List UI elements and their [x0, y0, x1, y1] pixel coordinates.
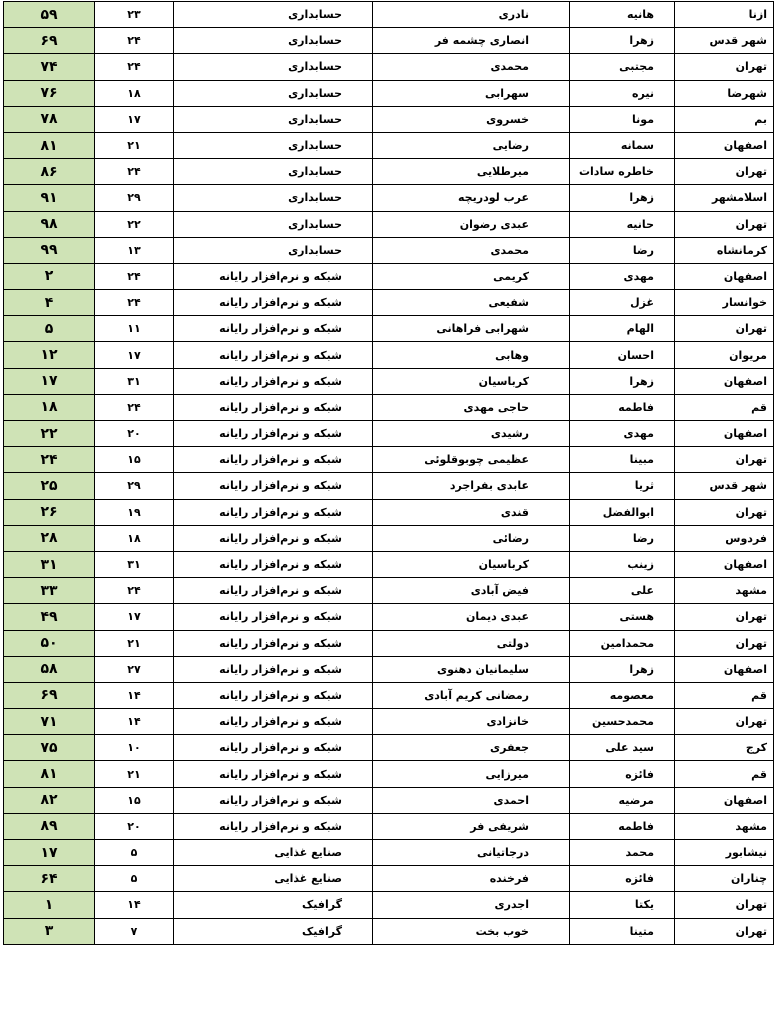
results-table-container — [3, 1, 767, 945]
rank-cell: ۱۲ — [4, 342, 95, 368]
rank-cell: ۲ — [4, 263, 95, 289]
age-cell: ۱۴ — [95, 682, 174, 708]
last-name-cell: وهابی — [373, 342, 570, 368]
field-cell: شبکه و نرم‌افزار رایانه — [174, 394, 373, 420]
last-name-cell: فرخنده — [373, 866, 570, 892]
city-cell: تهران — [675, 159, 774, 185]
age-cell: ۲۹ — [95, 185, 174, 211]
rank-cell: ۷۸ — [4, 106, 95, 132]
first-name-cell: زهرا — [570, 185, 675, 211]
rank-cell: ۹۱ — [4, 185, 95, 211]
last-name-cell: اجدری — [373, 892, 570, 918]
last-name-cell: خوب بخت — [373, 918, 570, 944]
rank-cell: ۴۹ — [4, 604, 95, 630]
table-row — [4, 2, 774, 28]
city-cell: اصفهان — [675, 787, 774, 813]
age-cell: ۱۷ — [95, 106, 174, 132]
field-cell: شبکه و نرم‌افزار رایانه — [174, 499, 373, 525]
field-cell: شبکه و نرم‌افزار رایانه — [174, 551, 373, 577]
first-name-cell: ابوالفضل — [570, 499, 675, 525]
field-cell: حسابداری — [174, 28, 373, 54]
city-cell: شهرضا — [675, 80, 774, 106]
age-cell: ۱۹ — [95, 499, 174, 525]
first-name-cell: متینا — [570, 918, 675, 944]
last-name-cell: انصاری چشمه فر — [373, 28, 570, 54]
first-name-cell: یکتا — [570, 892, 675, 918]
age-cell: ۳۱ — [95, 551, 174, 577]
field-cell: حسابداری — [174, 185, 373, 211]
first-name-cell: احسان — [570, 342, 675, 368]
last-name-cell: رضایی — [373, 132, 570, 158]
age-cell: ۲۴ — [95, 290, 174, 316]
first-name-cell: غزل — [570, 290, 675, 316]
city-cell: اصفهان — [675, 263, 774, 289]
last-name-cell: عرب لودریچه — [373, 185, 570, 211]
first-name-cell: محمدامین — [570, 630, 675, 656]
first-name-cell: زهرا — [570, 656, 675, 682]
city-cell: مشهد — [675, 578, 774, 604]
last-name-cell: احمدی — [373, 787, 570, 813]
last-name-cell: شهرابی فراهانی — [373, 316, 570, 342]
rank-cell: ۲۲ — [4, 421, 95, 447]
age-cell: ۱۷ — [95, 342, 174, 368]
rank-cell: ۳۳ — [4, 578, 95, 604]
age-cell: ۷ — [95, 918, 174, 944]
city-cell: اصفهان — [675, 551, 774, 577]
table-row — [4, 551, 774, 577]
age-cell: ۵ — [95, 866, 174, 892]
last-name-cell: سلیمانیان دهنوی — [373, 656, 570, 682]
city-cell: کرمانشاه — [675, 237, 774, 263]
age-cell: ۱۰ — [95, 735, 174, 761]
city-cell: اسلامشهر — [675, 185, 774, 211]
rank-cell: ۲۵ — [4, 473, 95, 499]
city-cell: نیشابور — [675, 840, 774, 866]
city-cell: تهران — [675, 630, 774, 656]
age-cell: ۲۱ — [95, 630, 174, 656]
first-name-cell: رضا — [570, 237, 675, 263]
field-cell: حسابداری — [174, 54, 373, 80]
rank-cell: ۲۴ — [4, 447, 95, 473]
field-cell: شبکه و نرم‌افزار رایانه — [174, 525, 373, 551]
first-name-cell: هانیه — [570, 2, 675, 28]
field-cell: شبکه و نرم‌افزار رایانه — [174, 421, 373, 447]
age-cell: ۲۰ — [95, 421, 174, 447]
first-name-cell: مجتبی — [570, 54, 675, 80]
field-cell: حسابداری — [174, 2, 373, 28]
field-cell: شبکه و نرم‌افزار رایانه — [174, 682, 373, 708]
last-name-cell: کرباسیان — [373, 551, 570, 577]
city-cell: اصفهان — [675, 368, 774, 394]
table-row — [4, 394, 774, 420]
field-cell: شبکه و نرم‌افزار رایانه — [174, 368, 373, 394]
first-name-cell: مرضیه — [570, 787, 675, 813]
first-name-cell: نیره — [570, 80, 675, 106]
first-name-cell: رضا — [570, 525, 675, 551]
field-cell: شبکه و نرم‌افزار رایانه — [174, 735, 373, 761]
city-cell: اصفهان — [675, 132, 774, 158]
rank-cell: ۳ — [4, 918, 95, 944]
table-row — [4, 735, 774, 761]
rank-cell: ۳۱ — [4, 551, 95, 577]
last-name-cell: محمدی — [373, 54, 570, 80]
first-name-cell: مهدی — [570, 263, 675, 289]
age-cell: ۱۴ — [95, 892, 174, 918]
city-cell: تهران — [675, 54, 774, 80]
rank-cell: ۹۸ — [4, 211, 95, 237]
rank-cell: ۵ — [4, 316, 95, 342]
field-cell: شبکه و نرم‌افزار رایانه — [174, 263, 373, 289]
table-row — [4, 237, 774, 263]
field-cell: گرافیک — [174, 892, 373, 918]
last-name-cell: حاجی مهدی — [373, 394, 570, 420]
first-name-cell: فاطمه — [570, 813, 675, 839]
city-cell: خوانسار — [675, 290, 774, 316]
table-row — [4, 604, 774, 630]
table-row — [4, 211, 774, 237]
rank-cell: ۸۹ — [4, 813, 95, 839]
last-name-cell: دولتی — [373, 630, 570, 656]
table-row — [4, 185, 774, 211]
first-name-cell: خاطره سادات — [570, 159, 675, 185]
age-cell: ۲۱ — [95, 132, 174, 158]
age-cell: ۲۷ — [95, 656, 174, 682]
age-cell: ۱۵ — [95, 787, 174, 813]
last-name-cell: نادری — [373, 2, 570, 28]
last-name-cell: عبدی رضوان — [373, 211, 570, 237]
table-row — [4, 54, 774, 80]
field-cell: حسابداری — [174, 211, 373, 237]
last-name-cell: رضائی — [373, 525, 570, 551]
age-cell: ۱۸ — [95, 80, 174, 106]
table-row — [4, 342, 774, 368]
rank-cell: ۱۸ — [4, 394, 95, 420]
city-cell: چناران — [675, 866, 774, 892]
rank-cell: ۸۶ — [4, 159, 95, 185]
table-row — [4, 368, 774, 394]
first-name-cell: فائزه — [570, 761, 675, 787]
rank-cell: ۱ — [4, 892, 95, 918]
first-name-cell: زهرا — [570, 368, 675, 394]
age-cell: ۲۴ — [95, 263, 174, 289]
table-row — [4, 761, 774, 787]
last-name-cell: رمضانی کریم آبادی — [373, 682, 570, 708]
field-cell: حسابداری — [174, 80, 373, 106]
table-row — [4, 866, 774, 892]
first-name-cell: ثریا — [570, 473, 675, 499]
field-cell: حسابداری — [174, 237, 373, 263]
age-cell: ۲۴ — [95, 394, 174, 420]
table-row — [4, 709, 774, 735]
table-row — [4, 499, 774, 525]
city-cell: شهر قدس — [675, 473, 774, 499]
rank-cell: ۸۲ — [4, 787, 95, 813]
field-cell: شبکه و نرم‌افزار رایانه — [174, 761, 373, 787]
last-name-cell: جعفری — [373, 735, 570, 761]
first-name-cell: فائزه — [570, 866, 675, 892]
rank-cell: ۶۹ — [4, 682, 95, 708]
first-name-cell: مبینا — [570, 447, 675, 473]
field-cell: شبکه و نرم‌افزار رایانه — [174, 342, 373, 368]
field-cell: شبکه و نرم‌افزار رایانه — [174, 656, 373, 682]
last-name-cell: شفیعی — [373, 290, 570, 316]
age-cell: ۲۳ — [95, 2, 174, 28]
first-name-cell: سید علی — [570, 735, 675, 761]
age-cell: ۲۹ — [95, 473, 174, 499]
rank-cell: ۱۷ — [4, 368, 95, 394]
table-row — [4, 159, 774, 185]
table-row — [4, 578, 774, 604]
city-cell: قم — [675, 682, 774, 708]
field-cell: شبکه و نرم‌افزار رایانه — [174, 578, 373, 604]
rank-cell: ۷۶ — [4, 80, 95, 106]
age-cell: ۲۲ — [95, 211, 174, 237]
rank-cell: ۵۹ — [4, 2, 95, 28]
rank-cell: ۷۱ — [4, 709, 95, 735]
city-cell: تهران — [675, 447, 774, 473]
table-row — [4, 106, 774, 132]
city-cell: قم — [675, 394, 774, 420]
first-name-cell: زینب — [570, 551, 675, 577]
city-cell: تهران — [675, 709, 774, 735]
city-cell: تهران — [675, 211, 774, 237]
results-table — [3, 1, 774, 945]
rank-cell: ۵۸ — [4, 656, 95, 682]
last-name-cell: قندی — [373, 499, 570, 525]
age-cell: ۳۱ — [95, 368, 174, 394]
age-cell: ۲۴ — [95, 54, 174, 80]
field-cell: صنایع غذایی — [174, 840, 373, 866]
field-cell: شبکه و نرم‌افزار رایانه — [174, 604, 373, 630]
city-cell: بم — [675, 106, 774, 132]
results-table-body — [4, 2, 774, 945]
last-name-cell: کریمی — [373, 263, 570, 289]
last-name-cell: کرباسیان — [373, 368, 570, 394]
field-cell: شبکه و نرم‌افزار رایانه — [174, 630, 373, 656]
first-name-cell: محمد — [570, 840, 675, 866]
last-name-cell: خانزادی — [373, 709, 570, 735]
city-cell: اصفهان — [675, 656, 774, 682]
city-cell: ازنا — [675, 2, 774, 28]
first-name-cell: فاطمه — [570, 394, 675, 420]
first-name-cell: الهام — [570, 316, 675, 342]
city-cell: قم — [675, 761, 774, 787]
age-cell: ۱۷ — [95, 604, 174, 630]
last-name-cell: محمدی — [373, 237, 570, 263]
rank-cell: ۱۷ — [4, 840, 95, 866]
table-row — [4, 80, 774, 106]
rank-cell: ۷۴ — [4, 54, 95, 80]
age-cell: ۲۴ — [95, 578, 174, 604]
city-cell: تهران — [675, 316, 774, 342]
first-name-cell: علی — [570, 578, 675, 604]
rank-cell: ۶۴ — [4, 866, 95, 892]
last-name-cell: سهرابی — [373, 80, 570, 106]
table-row — [4, 263, 774, 289]
last-name-cell: عظیمی چوبوقلوئی — [373, 447, 570, 473]
rank-cell: ۲۶ — [4, 499, 95, 525]
table-row — [4, 316, 774, 342]
field-cell: شبکه و نرم‌افزار رایانه — [174, 787, 373, 813]
first-name-cell: مهدی — [570, 421, 675, 447]
field-cell: حسابداری — [174, 159, 373, 185]
city-cell: فردوس — [675, 525, 774, 551]
table-row — [4, 290, 774, 316]
city-cell: شهر قدس — [675, 28, 774, 54]
field-cell: صنایع غذایی — [174, 866, 373, 892]
age-cell: ۲۴ — [95, 28, 174, 54]
table-row — [4, 630, 774, 656]
last-name-cell: میرطلایی — [373, 159, 570, 185]
table-row — [4, 787, 774, 813]
age-cell: ۲۰ — [95, 813, 174, 839]
last-name-cell: عابدی بفراجرد — [373, 473, 570, 499]
rank-cell: ۸۱ — [4, 132, 95, 158]
last-name-cell: خسروی — [373, 106, 570, 132]
rank-cell: ۵۰ — [4, 630, 95, 656]
last-name-cell: عبدی دیمان — [373, 604, 570, 630]
table-row — [4, 682, 774, 708]
table-row — [4, 421, 774, 447]
age-cell: ۵ — [95, 840, 174, 866]
age-cell: ۱۱ — [95, 316, 174, 342]
field-cell: حسابداری — [174, 132, 373, 158]
field-cell: گرافیک — [174, 918, 373, 944]
first-name-cell: هستی — [570, 604, 675, 630]
rank-cell: ۴ — [4, 290, 95, 316]
age-cell: ۲۱ — [95, 761, 174, 787]
city-cell: تهران — [675, 499, 774, 525]
field-cell: شبکه و نرم‌افزار رایانه — [174, 709, 373, 735]
last-name-cell: میرزایی — [373, 761, 570, 787]
age-cell: ۱۴ — [95, 709, 174, 735]
first-name-cell: حانیه — [570, 211, 675, 237]
field-cell: شبکه و نرم‌افزار رایانه — [174, 473, 373, 499]
table-row — [4, 892, 774, 918]
city-cell: تهران — [675, 918, 774, 944]
rank-cell: ۷۵ — [4, 735, 95, 761]
city-cell: تهران — [675, 892, 774, 918]
table-row — [4, 447, 774, 473]
table-row — [4, 656, 774, 682]
first-name-cell: زهرا — [570, 28, 675, 54]
field-cell: حسابداری — [174, 106, 373, 132]
rank-cell: ۸۱ — [4, 761, 95, 787]
table-row — [4, 473, 774, 499]
table-row — [4, 840, 774, 866]
table-row — [4, 525, 774, 551]
field-cell: شبکه و نرم‌افزار رایانه — [174, 447, 373, 473]
age-cell: ۲۴ — [95, 159, 174, 185]
age-cell: ۱۳ — [95, 237, 174, 263]
first-name-cell: مونا — [570, 106, 675, 132]
table-row — [4, 132, 774, 158]
city-cell: تهران — [675, 604, 774, 630]
field-cell: شبکه و نرم‌افزار رایانه — [174, 813, 373, 839]
first-name-cell: محمدحسین — [570, 709, 675, 735]
city-cell: مشهد — [675, 813, 774, 839]
last-name-cell: شریفی فر — [373, 813, 570, 839]
table-row — [4, 813, 774, 839]
rank-cell: ۶۹ — [4, 28, 95, 54]
age-cell: ۱۸ — [95, 525, 174, 551]
rank-cell: ۲۸ — [4, 525, 95, 551]
first-name-cell: معصومه — [570, 682, 675, 708]
city-cell: اصفهان — [675, 421, 774, 447]
city-cell: مریوان — [675, 342, 774, 368]
last-name-cell: فیض آبادی — [373, 578, 570, 604]
rank-cell: ۹۹ — [4, 237, 95, 263]
age-cell: ۱۵ — [95, 447, 174, 473]
table-row — [4, 918, 774, 944]
table-row — [4, 28, 774, 54]
last-name-cell: درجاتیانی — [373, 840, 570, 866]
last-name-cell: رشیدی — [373, 421, 570, 447]
field-cell: شبکه و نرم‌افزار رایانه — [174, 316, 373, 342]
city-cell: کرج — [675, 735, 774, 761]
first-name-cell: سمانه — [570, 132, 675, 158]
field-cell: شبکه و نرم‌افزار رایانه — [174, 290, 373, 316]
